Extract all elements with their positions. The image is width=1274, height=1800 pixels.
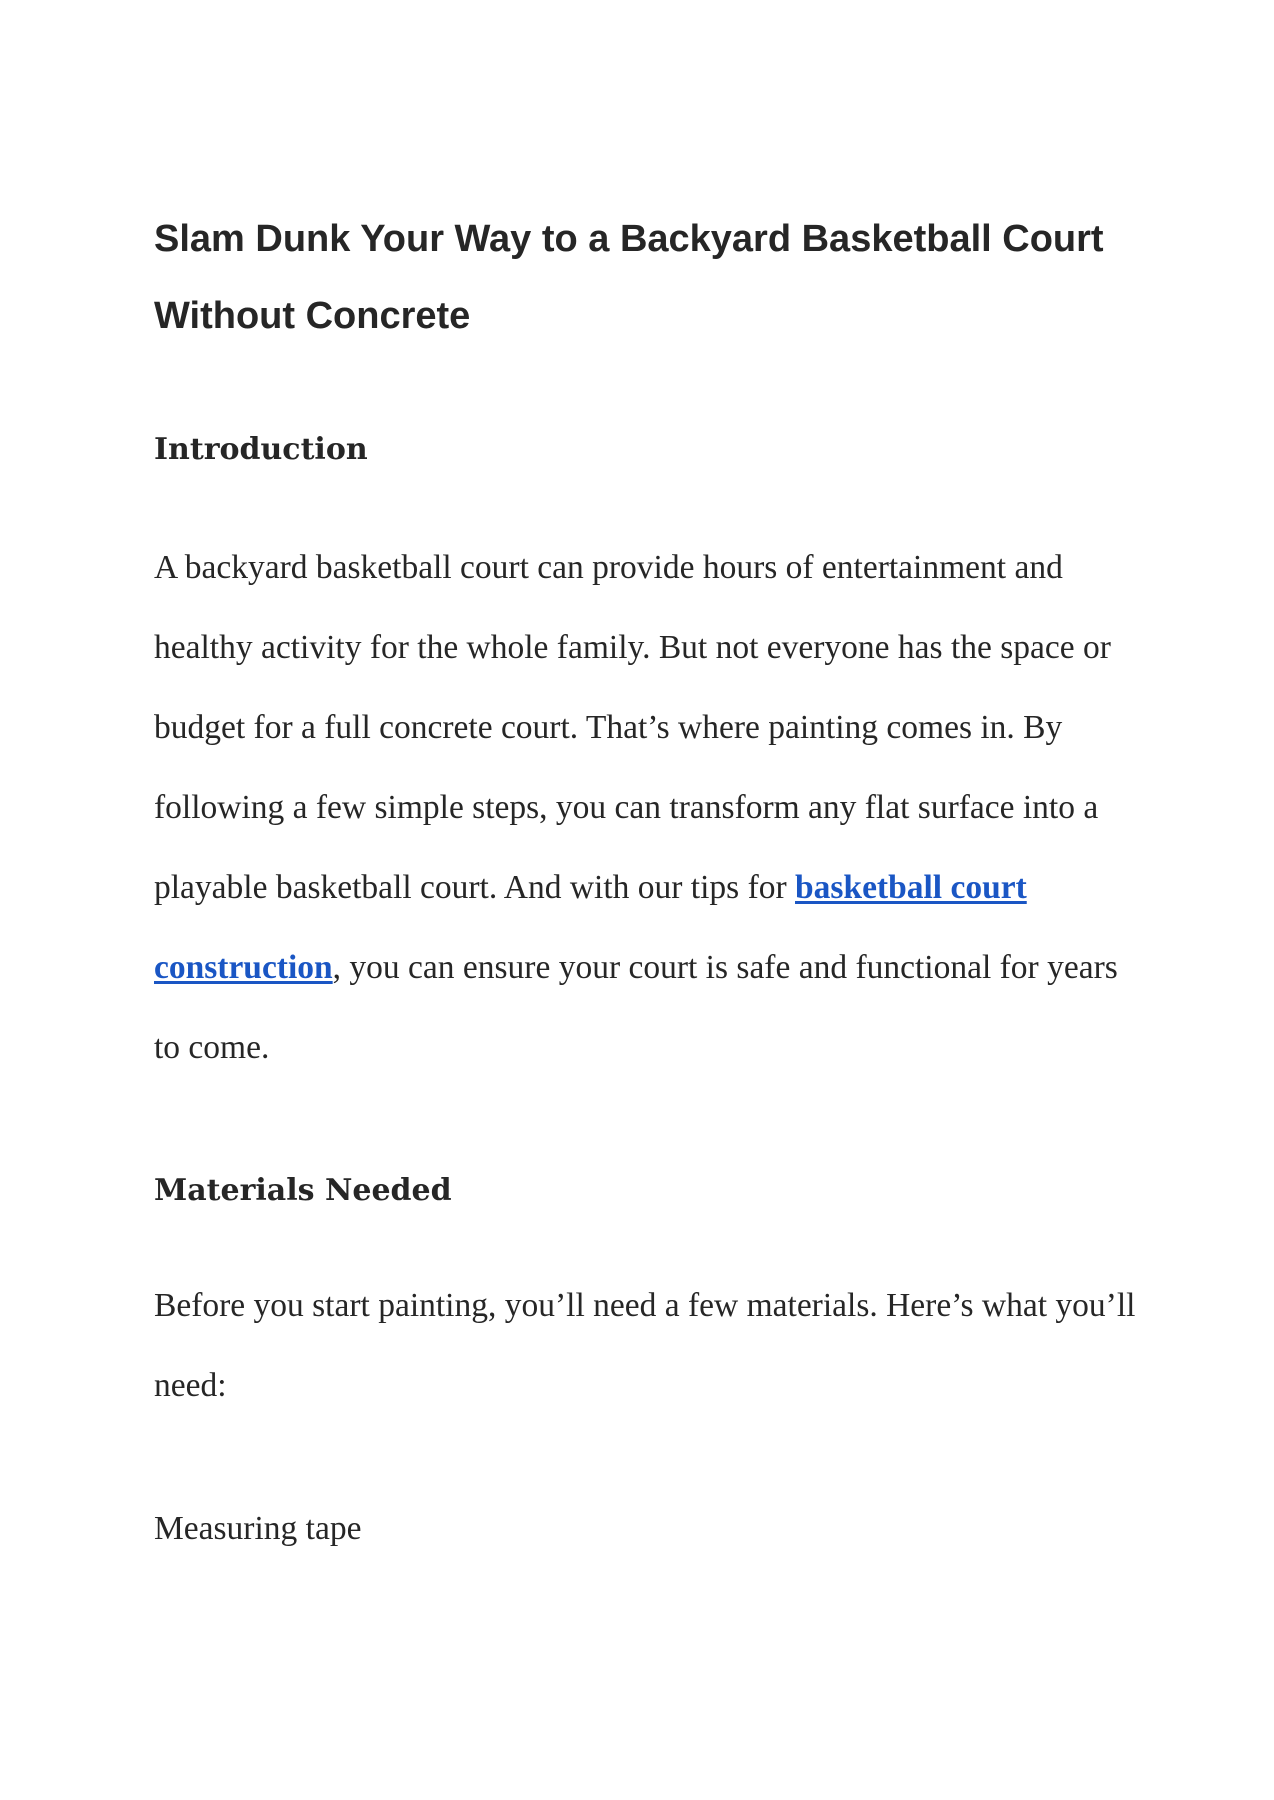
intro-text-after-link: , you can ensure your court is safe and functional for years to come. bbox=[154, 949, 1118, 1066]
page-title: Slam Dunk Your Way to a Backyard Basketball Court Without Concrete bbox=[154, 218, 1104, 337]
materials-paragraph: Before you start painting, you’ll need a few materials. Here’s what you’ll need: bbox=[154, 1287, 1136, 1404]
section-heading-introduction: Introduction bbox=[154, 432, 368, 467]
intro-paragraph bbox=[154, 528, 1139, 1088]
list-item: Measuring tape bbox=[154, 1510, 362, 1547]
intro-text-before-link: A backyard basketball court can provide hours of entertainment and healthy activity for the whole family. But not everyone has the space or budget for a full concrete court. That’s where painting comes in. By following a few simple steps, you can transform any flat surface into a playable basketball court. And with our tips for bbox=[154, 549, 1111, 906]
section-heading-materials: Materials Needed bbox=[154, 1173, 452, 1208]
basketball-court-construction-link[interactable]: basketball court construction bbox=[154, 869, 1027, 986]
